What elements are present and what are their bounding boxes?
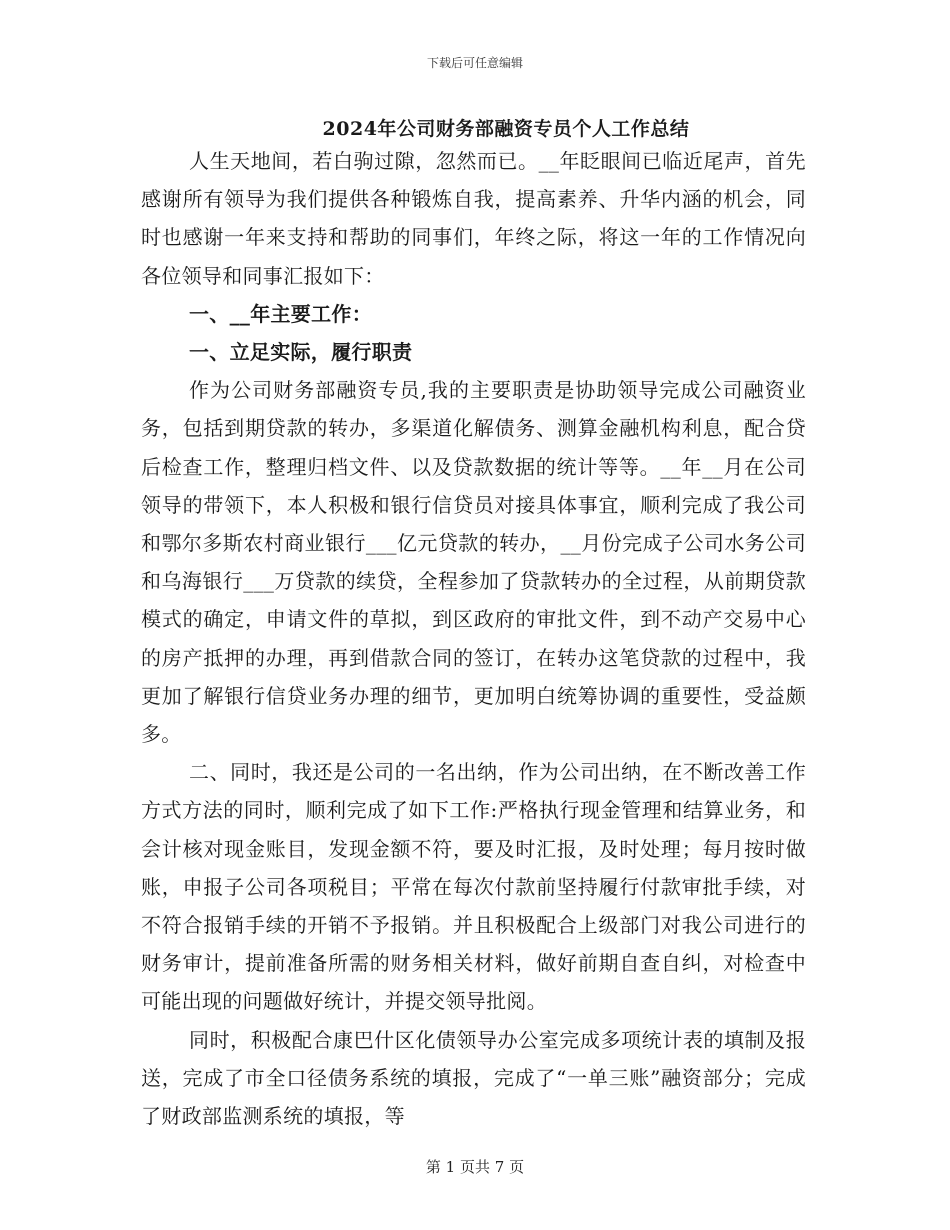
debt-report-paragraph: 同时，积极配合康巴什区化债领导办公室完成多项统计表的填制及报送，完成了市全口径债务系统的填报，完成了“一单三账”融资部分；完成了财政部监测系统的填报，等 <box>141 1027 806 1129</box>
page-header-note: 下载后可任意编辑 <box>426 56 523 70</box>
subsection-heading-duties: 一、立足实际，履行职责 <box>189 340 413 365</box>
section-heading-main-work: 一、__年主要工作： <box>189 301 372 326</box>
document-title: 2024年公司财务部融资专员个人工作总结 <box>322 118 690 140</box>
duties-paragraph: 作为公司财务部融资专员,我的主要职责是协助领导完成公司融资业务，包括到期贷款的转办，多渠道化解债务、测算金融机构利息，配合贷后检查工作，整理归档文件、以及贷款数据的统计等等。__年__月在公司领导的带领下，本人积极和银行信贷员对接具体事宜，顺利完成了我公司和鄂尔多斯农村商业银行___亿元贷款的转办，__月份完成子公司水务公司和乌海银行___万贷款的续贷，全程参加了贷款转办的全过程，从前期贷款模式的确定，申请文件的草拟，到区政府的审批文件，到不动产交易中心的房产抵押的办理，再到借款合同的签订，在转办这笔贷款的过程中，我更加了解银行信贷业务办理的细节，更加明白统筹协调的重要性，受益颇多。 <box>141 378 806 747</box>
cashier-paragraph: 二、同时，我还是公司的一名出纳，作为公司出纳，在不断改善工作方式方法的同时，顺利完成了如下工作:严格执行现金管理和结算业务，和会计核对现金账目，发现金额不符，要及时汇报，及时处理；每月按时做账，申报子公司各项税目；平常在每次付款前坚持履行付款审批手续，对不符合报销手续的开销不予报销。并且积极配合上级部门对我公司进行的财务审计，提前准备所需的财务相关材料，做好前期自查自纠，对检查中可能出现的问题做好统计，并提交领导批阅。 <box>141 760 806 1014</box>
document-body <box>141 142 806 1135</box>
intro-paragraph: 人生天地间，若白驹过隙，忽然而已。__年眨眼间已临近尾声，首先感谢所有领导为我们提供各种锻炼自我，提高素养、升华内涵的机会，同时也感谢一年来支持和帮助的同事们，年终之际，将这一年的工作情况向各位领导和同事汇报如下： <box>141 149 806 288</box>
page-footer-number: 第 1 页共 7 页 <box>425 1158 525 1176</box>
